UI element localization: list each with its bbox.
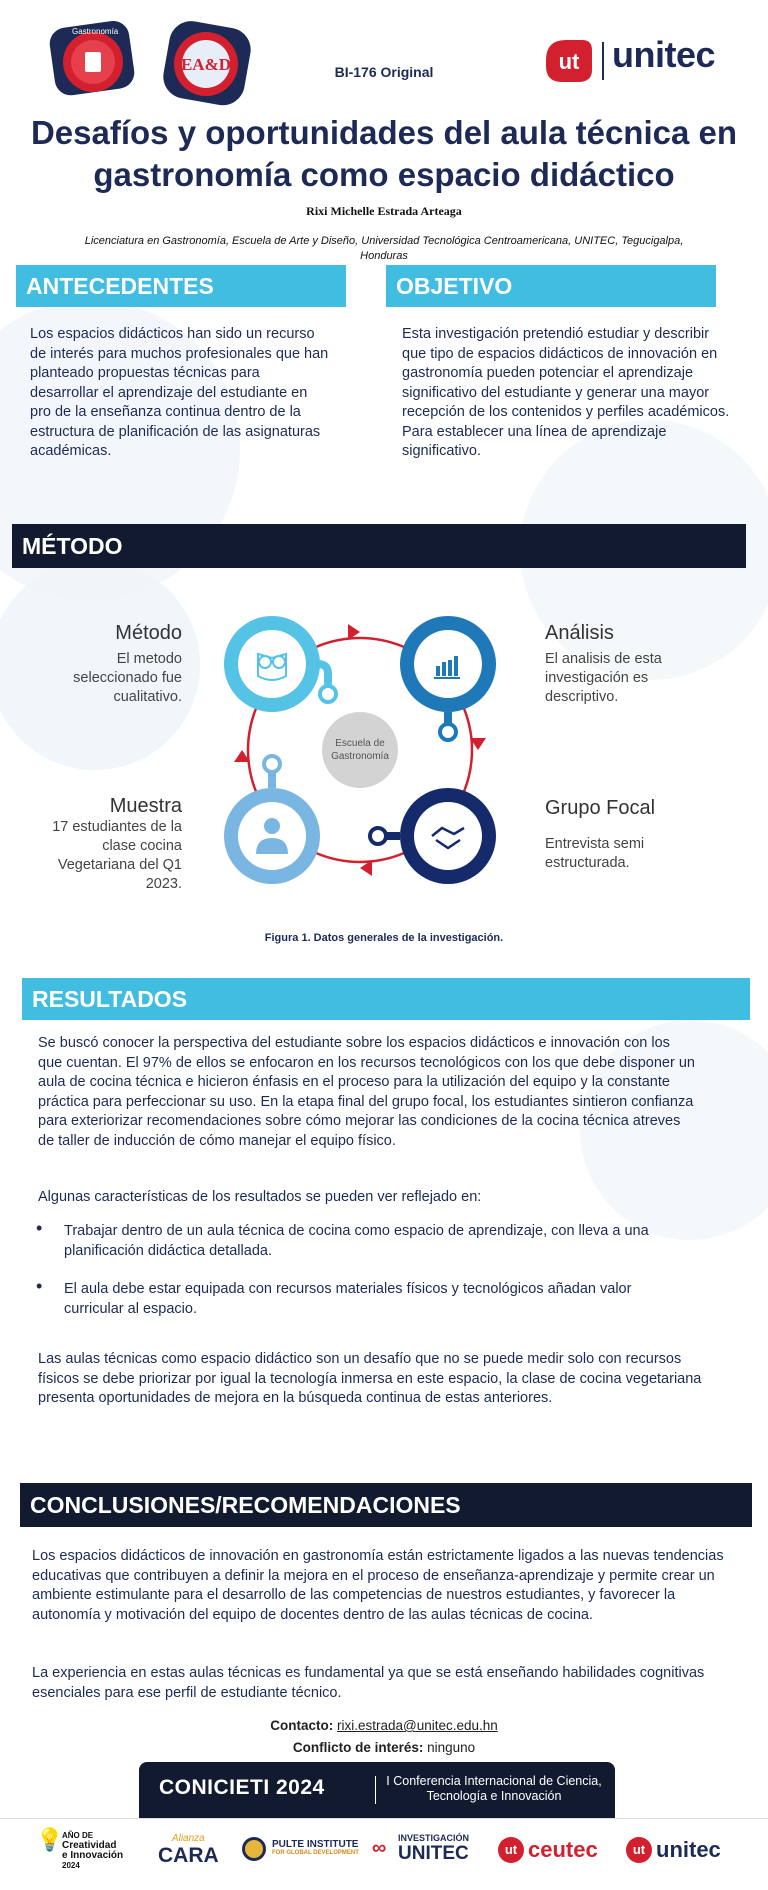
svg-text:Escuela de: Escuela de xyxy=(335,738,385,749)
sponsor-footer xyxy=(0,1818,768,1890)
figure-caption: Figura 1. Datos generales de la investigación. xyxy=(264,932,504,944)
lightbulb-icon: 💡 xyxy=(36,1827,64,1852)
muestra-item-text: 17 estudiantes de la clase cocina Vegetariana del Q1 2023. xyxy=(52,819,182,892)
footer-logo-line: AÑO DE xyxy=(62,1831,94,1840)
ceutec-logo xyxy=(498,1837,598,1863)
svg-text:ut: ut xyxy=(558,49,580,74)
resultados-paragraph-1: Se buscó conocer la perspectiva del estudiante sobre los espacios didácticos e innovación con los que cuentan. El 97% de ellos se enfocaron en los recursos tecnológicos con los que debe disponer un aula de cocina técnica e hicieron énfasis en el proceso para la utilización del equipo y la constante práctica para perfeccionar su uso. En la etapa final del grupo focal, los estudiantes sintieron confianza para exteriorizar recomendaciones sobre cómo mejorar las condiciones de la cocina técnica atreves de taller de inducción de cómo manejar el equipo físico. xyxy=(38,1035,695,1149)
conference-title: CONICIETI 2024 xyxy=(159,1776,325,1799)
resultados-heading-text: RESULTADOS xyxy=(32,985,188,1012)
unitec-wordmark: unitec xyxy=(612,34,716,75)
contact-line xyxy=(0,1718,768,1733)
analisis-item-title: Análisis xyxy=(545,622,614,644)
footer-logo-line: unitec xyxy=(656,1837,721,1862)
ut-mark-icon: ut xyxy=(626,1837,652,1863)
footer-logo-line: 2024 xyxy=(62,1861,80,1870)
footer-logo-line: PULTE INSTITUTE xyxy=(272,1839,359,1850)
resultados-paragraph-2: Algunas características de los resultados se pueden ver reflejado en: xyxy=(38,1189,482,1205)
anio-creatividad-logo xyxy=(36,1827,124,1871)
conference-banner xyxy=(139,1762,615,1818)
conclusiones-paragraph-2: La experiencia en estas aulas técnicas es fundamental ya que se está enseñando habilidades cognitivas esenciales para ese perfil de estudiante técnico. xyxy=(32,1665,705,1701)
footer-logo-line: INVESTIGACIÓN xyxy=(398,1833,470,1843)
contact-label: Contacto: xyxy=(270,1718,334,1733)
antecedentes-heading-text: ANTECEDENTES xyxy=(26,272,214,299)
resultados-bullet: El aula debe estar equipada con recursos materiales físicos y tecnológicos añadan valor curricular al espacio. xyxy=(64,1281,632,1317)
conflict-label: Conflicto de interés: xyxy=(292,1740,424,1755)
resultados-heading xyxy=(22,978,750,1020)
bullet-icon: • xyxy=(36,1276,43,1296)
antecedentes-text: Los espacios didácticos han sido un recurso de interés para muchos profesionales que han planteado propuestas técnicas para desarrollar el aprendizaje del estudiante en pro de la enseñanza continua dentro de la estructura de planificación de las asignaturas académicas. xyxy=(30,326,329,459)
svg-text:Gastronomía: Gastronomía xyxy=(72,27,119,36)
conflict-value: ninguno xyxy=(427,1740,476,1755)
banner-divider xyxy=(375,1776,376,1804)
muestra-item-title: Muestra xyxy=(109,795,182,817)
ead-logo xyxy=(158,18,254,108)
method-diagram xyxy=(210,600,510,900)
footer-logo-line: FOR GLOBAL DEVELOPMENT xyxy=(272,1850,359,1856)
metodo-heading-text: MÉTODO xyxy=(22,532,123,559)
contact-email-link[interactable]: rixi.estrada@unitec.edu.hn xyxy=(336,1718,498,1733)
investigacion-unitec-logo xyxy=(372,1833,469,1865)
svg-text:Gastronomía: Gastronomía xyxy=(331,751,389,762)
research-icon: ∞ xyxy=(372,1837,387,1859)
conflict-line xyxy=(0,1740,768,1755)
affiliation: Licenciatura en Gastronomía, Escuela de Arte y Diseño, Universidad Tecnológica Centroamericana, UNITEC, Tegucigalpa, Honduras xyxy=(84,235,684,262)
cara-logo xyxy=(158,1833,219,1868)
analisis-item-text: El analisis de esta investigación es descriptivo. xyxy=(545,651,662,705)
conclusiones-paragraph-1: Los espacios didácticos de innovación en gastronomía están estrictamente ligados a las nuevas tendencias educativas que contribuyen a definir la mejora en el proceso de enseñanza-aprendizaje y permite crear un ambiente estimulante para el desarrollo de las competencias de nuestros estudiantes, y favorecer la autonomía y motivación del equipo de docentes dentro de las aulas técnicas de cocina. xyxy=(32,1548,724,1623)
pulte-logo xyxy=(242,1839,359,1856)
metodo-item-text: El metodo seleccionado fue cualitativo. xyxy=(73,651,182,705)
objetivo-heading xyxy=(386,265,716,307)
footer-logo-line: Creatividad xyxy=(62,1840,117,1851)
footer-logo-line: Alianza xyxy=(171,1833,205,1844)
unitec-footer-logo xyxy=(626,1837,721,1863)
grupo-focal-item-title: Grupo Focal xyxy=(545,797,656,819)
footer-logo-line: UNITEC xyxy=(398,1843,469,1864)
objetivo-heading-text: OBJETIVO xyxy=(396,272,513,299)
globe-icon xyxy=(242,1837,266,1861)
objetivo-text: Esta investigación pretendió estudiar y describir que tipo de espacios didácticos de innovación en gastronomía pueden potenciar el aprendizaje significativo del estudiante y generar una mayor recepción de los contenidos y perfiles académicos. Para establecer una línea de aprendizaje significativo. xyxy=(402,326,730,459)
grupo-focal-item-text: Entrevista semi estructurada. xyxy=(545,836,645,871)
conference-subtitle: I Conferencia Internacional de Ciencia, Tecnología e Innovación xyxy=(386,1774,602,1803)
footer-logo-line: ceutec xyxy=(528,1837,598,1862)
svg-text:EA&D: EA&D xyxy=(180,55,232,74)
poster-code: BI-176 Original xyxy=(334,64,434,80)
author-name: Rixi Michelle Estrada Arteaga xyxy=(306,204,462,218)
poster-title: Desafíos y oportunidades del aula técnica en gastronomía como espacio didáctico xyxy=(30,114,738,193)
resultados-bullet: Trabajar dentro de un aula técnica de cocina como espacio de aprendizaje, con lleva a una planificación didáctica detallada. xyxy=(64,1223,649,1259)
conclusiones-heading xyxy=(20,1483,752,1527)
footer-logo-line: CARA xyxy=(158,1844,219,1867)
resultados-paragraph-3: Las aulas técnicas como espacio didáctico son un desafío que no se puede medir solo con recursos físicos se debe priorizar por igual la tecnología inmersa en este espacio, la clase de cocina vegetariana presenta oportunidades de mejora en la búsqueda continua de estas anteriores. xyxy=(38,1351,702,1406)
bullet-icon: • xyxy=(36,1218,43,1238)
footer-logo-line: e Innovación xyxy=(62,1850,124,1861)
metodo-heading xyxy=(12,524,746,568)
metodo-item-title: Método xyxy=(115,622,182,644)
antecedentes-heading xyxy=(16,265,346,307)
gastronomia-logo xyxy=(48,18,138,98)
ut-mark-icon: ut xyxy=(498,1837,524,1863)
conclusiones-heading-text: CONCLUSIONES/RECOMENDACIONES xyxy=(30,1491,461,1518)
